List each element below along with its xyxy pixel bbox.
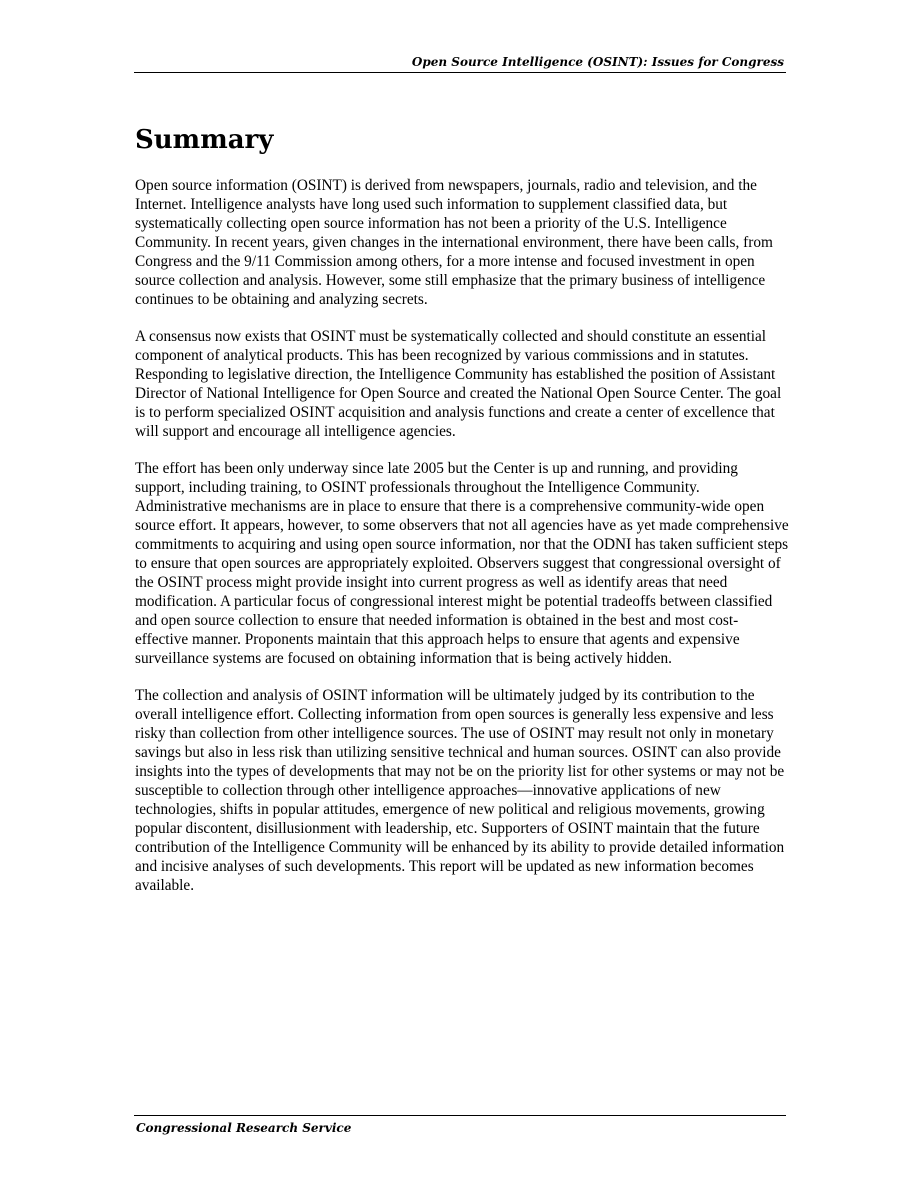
summary-paragraph-2: A consensus now exists that OSINT must be systematically collected and should constitute an essential component of analytical products. This has been recognized by various commissions and in statutes. Responding to legislative direction, the Intelligence Community has established the position of Assistant Director of National Intelligence for Open Source and created the National Open Source Center. The goal is to perform specialized OSINT acquisition and analysis functions and create a center of excellence that will support and encourage all intelligence agencies. [135, 328, 782, 440]
running-header [134, 53, 786, 73]
running-header-title: Open Source Intelligence (OSINT): Issues for Congress [411, 55, 784, 69]
summary-paragraph-3: The effort has been only underway since late 2005 but the Center is up and running, and providing support, including training, to OSINT professionals throughout the Intelligence Community. Administrative mechanisms are in place to ensure that there is a comprehensive community-wide open source effort. It appears, however, to some observers that not all agencies have as yet made comprehensive commitments to acquiring and using open source information, nor that the ODNI has taken sufficient steps to ensure that open sources are appropriately exploited. Observers suggest that congressional oversight of the OSINT process might provide insight into current progress as well as identify areas that need modification. A particular focus of congressional interest might be potential tradeoffs between classified and open source collection to ensure that needed information is obtained in the best and most cost-effective manner. Proponents maintain that this approach helps to ensure that agents and expensive surveillance systems are focused on obtaining information that is being actively hidden. [135, 460, 789, 667]
section-title: Summary [135, 125, 274, 155]
summary-paragraph-1: Open source information (OSINT) is derived from newspapers, journals, radio and television, and the Internet. Intelligence analysts have long used such information to supplement classified data, but systematically collecting open source information has not been a priority of the U.S. Intelligence Community. In recent years, given changes in the international environment, there have been calls, from Congress and the 9/11 Commission among others, for a more intense and focused investment in open source collection and analysis. However, some still emphasize that the primary business of intelligence continues to be obtaining and analyzing secrets. [135, 177, 773, 308]
running-footer [134, 1115, 786, 1135]
footer-source: Congressional Research Service [136, 1121, 352, 1135]
summary-body [135, 176, 790, 913]
summary-paragraph-4: The collection and analysis of OSINT information will be ultimately judged by its contribution to the overall intelligence effort. Collecting information from open sources is generally less expensive and less risky than collection from other intelligence sources. The use of OSINT may result not only in monetary savings but also in less risk than utilizing sensitive technical and human sources. OSINT can also provide insights into the types of developments that may not be on the priority list for other systems or may not be susceptible to collection through other intelligence approaches—innovative applications of new technologies, shifts in popular attitudes, emergence of new political and religious movements, growing popular discontent, disillusionment with leadership, etc. Supporters of OSINT maintain that the future contribution of the Intelligence Community will be enhanced by its ability to provide detailed information and incisive analyses of such developments. This report will be updated as new information becomes available. [135, 687, 785, 894]
